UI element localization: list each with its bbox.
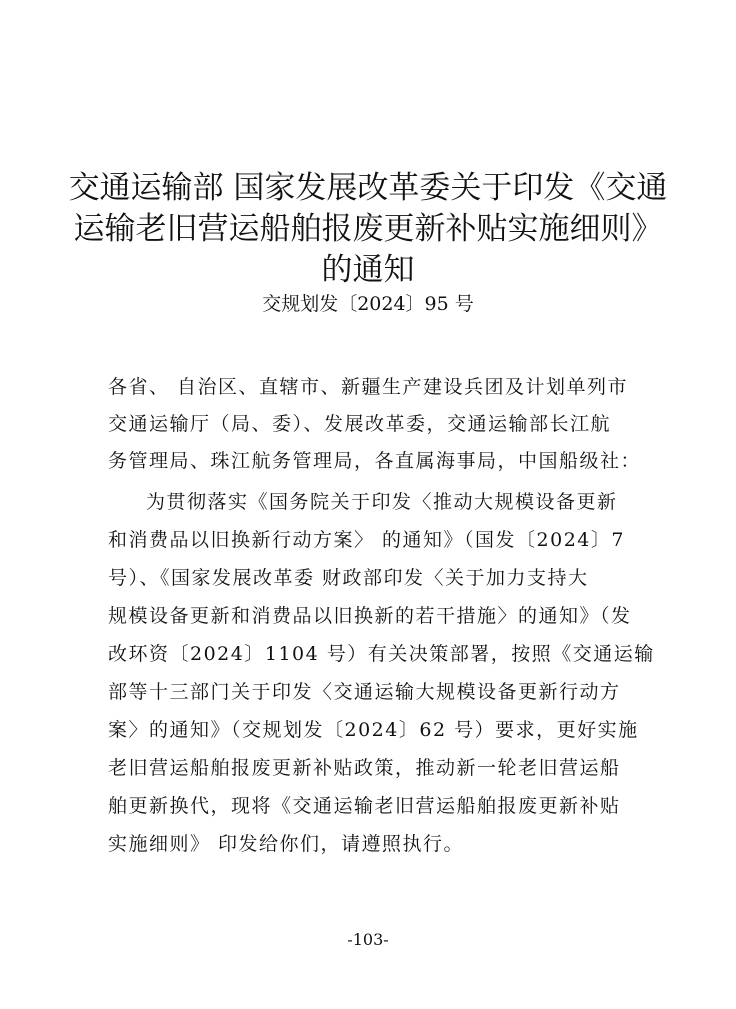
- paragraph-line-1: 为贯彻落实《国务院关于印发〈推动大规模设备更新: [146, 491, 618, 513]
- paragraph-line-10: 实施细则》 印发给你们，请遵照执行。: [108, 833, 465, 855]
- paragraph-line-6: 部等十三部门关于印发〈交通运输大规模设备更新行动方: [108, 681, 621, 703]
- paragraph-line-9: 舶更新换代，现将《交通运输老旧营运船舶报废更新补贴: [108, 795, 621, 817]
- document-title-line-1: 交通运输部 国家发展改革委关于印发《交通: [68, 170, 668, 206]
- document-number: 交规划发〔2024〕95 号: [262, 293, 474, 315]
- document-title-line-3: 的通知: [321, 252, 415, 288]
- paragraph-line-3: 号）、《国家发展改革委 财政部印发〈关于加力支持大: [108, 567, 589, 589]
- paragraph-line-7: 案〉的通知》（交规划发〔2024〕62 号）要求，更好实施: [108, 719, 639, 741]
- page-number: -103-: [347, 930, 389, 949]
- addressee-line-3: 务管理局、珠江航务管理局，各直属海事局，中国船级社：: [108, 450, 642, 472]
- paragraph-line-2: 和消费品以旧换新行动方案〉 的通知》（国发〔2024〕7: [108, 529, 625, 551]
- paragraph-line-5: 改环资〔2024〕1104 号）有关决策部署，按照《交通运输: [108, 643, 655, 665]
- paragraph-line-4: 规模设备更新和消费品以旧换新的若干措施〉的通知》（发: [108, 605, 632, 627]
- addressee-line-2: 交通运输厅（局、委）、发展改革委，交通运输部长江航: [108, 413, 612, 435]
- paragraph-line-8: 老旧营运船舶报废更新补贴政策，推动新一轮老旧营运船: [108, 757, 621, 779]
- addressee-line-1: 各省、 自治区、直辖市、新疆生产建设兵团及计划单列市: [108, 376, 629, 398]
- document-title-line-2: 运输老旧营运船舶报废更新补贴实施细则》: [73, 211, 663, 247]
